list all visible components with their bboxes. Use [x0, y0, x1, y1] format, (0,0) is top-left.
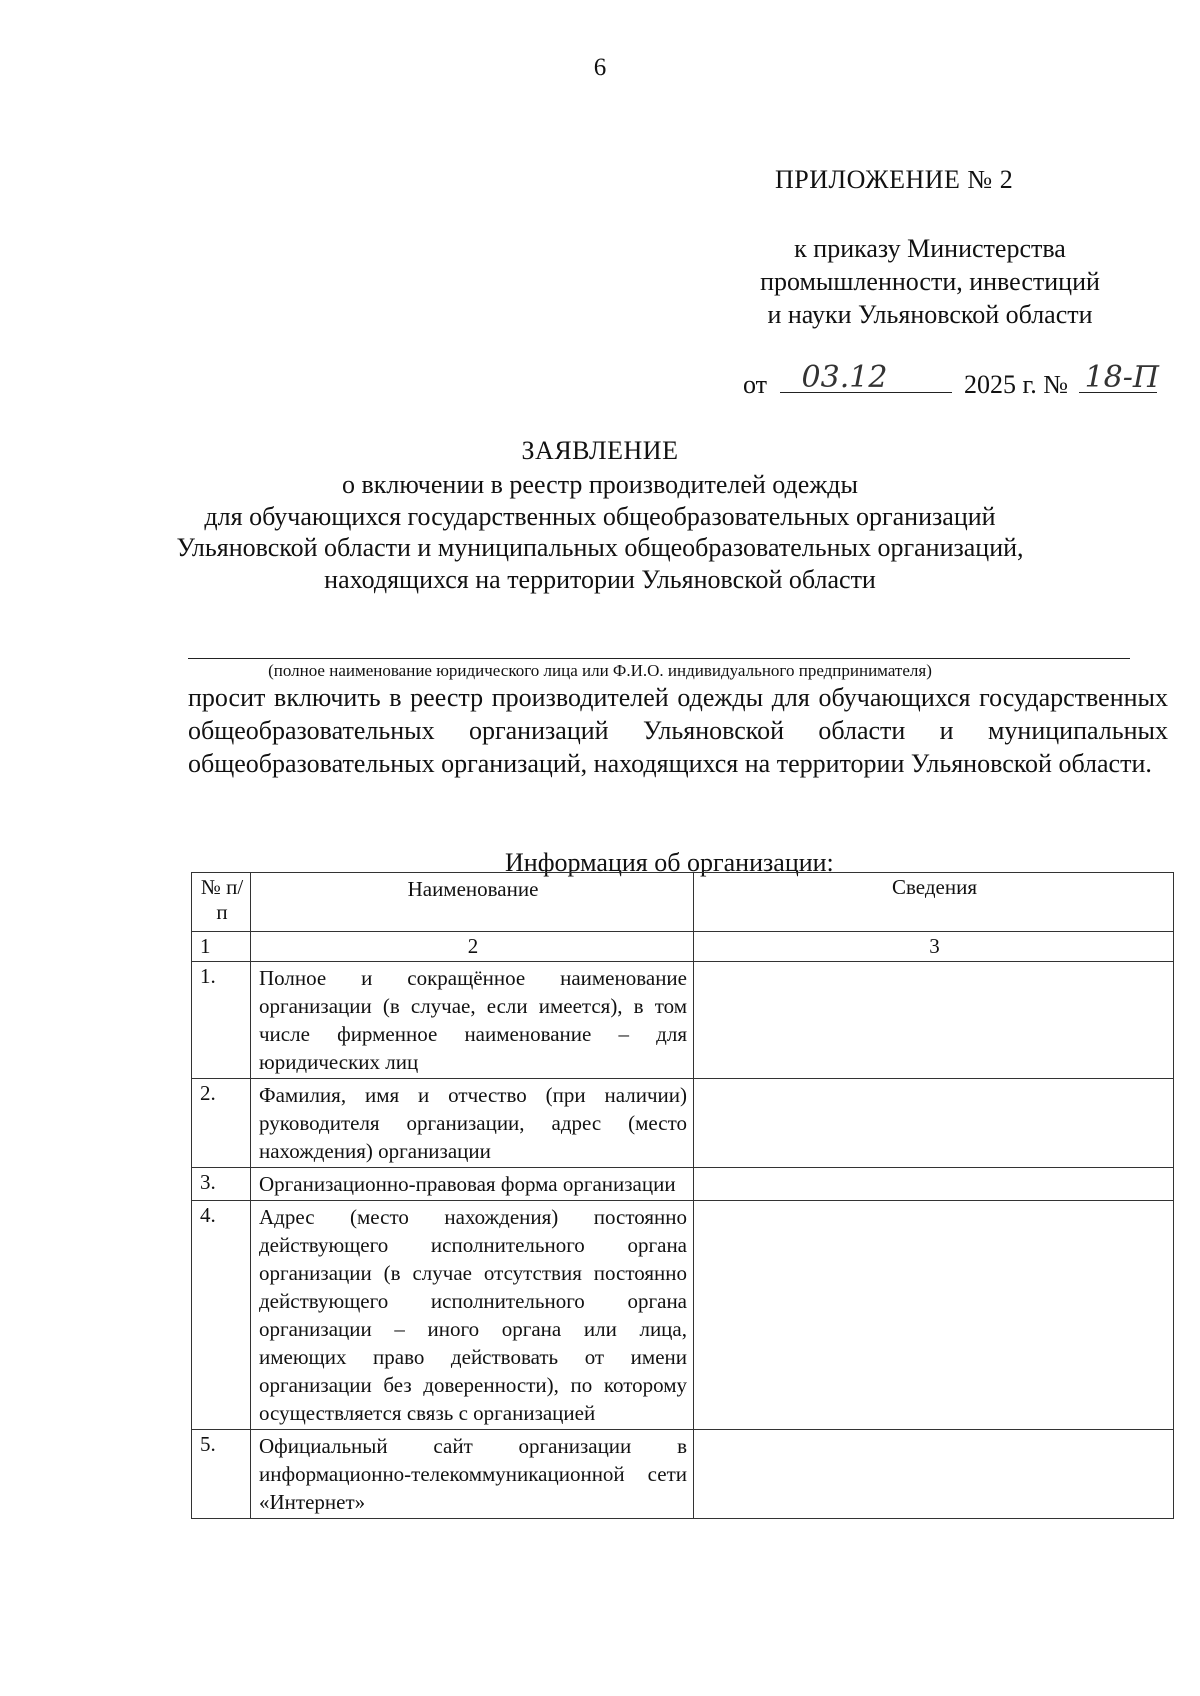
- appendix-title: ПРИЛОЖЕНИЕ № 2: [775, 165, 1014, 194]
- number-blank: [1079, 360, 1160, 395]
- header-name: Наименование: [251, 873, 694, 932]
- table-row: [192, 962, 1174, 1079]
- table-caption: Информация об организации:: [505, 848, 834, 877]
- table-row: [192, 1430, 1174, 1519]
- table-row: [192, 1079, 1174, 1168]
- order-reference: [720, 232, 1140, 331]
- row-name: Официальный сайт организации в информационно-телекоммуникационной сети «Интернет»: [251, 1430, 694, 1519]
- table-header-row: [192, 873, 1174, 932]
- date-blank: [780, 360, 952, 395]
- table-row: [192, 1201, 1174, 1430]
- order-ref-line: промышленности, инвестиций: [760, 267, 1100, 296]
- order-ref-line: к приказу Министерства: [794, 234, 1066, 263]
- document-title: ЗАЯВЛЕНИЕ: [521, 436, 679, 465]
- subtitle-line: для обучающихся государственных общеобразовательных организаций: [204, 501, 996, 531]
- handwritten-number: 18-П: [1084, 360, 1160, 395]
- column-number-row: [192, 932, 1174, 962]
- row-info: [694, 1430, 1174, 1519]
- row-info: [694, 962, 1174, 1079]
- subtitle-line: находящихся на территории Ульяновской области: [324, 564, 876, 594]
- row-number: 3.: [192, 1168, 251, 1201]
- year-and-number-label: 2025 г. №: [964, 370, 1069, 399]
- organization-name-caption: (полное наименование юридического лица или Ф.И.О. индивидуального предпринимателя): [268, 661, 932, 680]
- row-number: 4.: [192, 1201, 251, 1430]
- row-name: Адрес (место нахождения) постоянно действующего исполнительного органа организации (в случае отсутствия постоянно действующего исполнительного органа организации – иного органа или лица, имеющих право действовать от имени организации без доверенности), по которому осуществляется связь с организацией: [251, 1201, 694, 1430]
- date-prefix: от: [743, 370, 768, 399]
- page-number: 6: [593, 54, 607, 81]
- row-name: Фамилия, имя и отчество (при наличии) руководителя организации, адрес (место нахождения) организации: [251, 1079, 694, 1168]
- handwritten-date: 03.12: [801, 360, 888, 395]
- row-info: [694, 1079, 1174, 1168]
- row-name: Организационно-правовая форма организации: [251, 1168, 694, 1201]
- request-paragraph: просит включить в реестр производителей одежды для обучающихся государственных общеобразовательных организаций Ульяновской области и муниципальных общеобразовательных организаций, находящихся на территории Ульяновской области.: [188, 683, 1168, 778]
- column-number: 3: [694, 932, 1174, 962]
- row-info: [694, 1201, 1174, 1430]
- header-info: Сведения: [694, 873, 1174, 932]
- organization-name-line: [188, 658, 1130, 659]
- row-info: [694, 1168, 1174, 1201]
- row-number: 1.: [192, 962, 251, 1079]
- row-number: 2.: [192, 1079, 251, 1168]
- order-date-line: [743, 360, 1160, 400]
- row-number: 5.: [192, 1430, 251, 1519]
- order-ref-line: и науки Ульяновской области: [767, 300, 1093, 329]
- header-num: № п/п: [192, 873, 251, 932]
- subtitle-line: Ульяновской области и муниципальных общеобразовательных организаций,: [176, 533, 1024, 562]
- column-number: 2: [251, 932, 694, 962]
- subtitle-line: о включении в реестр производителей одежды: [341, 470, 858, 499]
- row-name: Полное и сокращённое наименование организации (в случае, если имеется), в том числе фирменное наименование – для юридических лиц: [251, 962, 694, 1079]
- column-number: 1: [192, 932, 251, 962]
- table-row: [192, 1168, 1174, 1201]
- document-subtitle: [150, 469, 1050, 595]
- organization-info-table: [191, 872, 1174, 1519]
